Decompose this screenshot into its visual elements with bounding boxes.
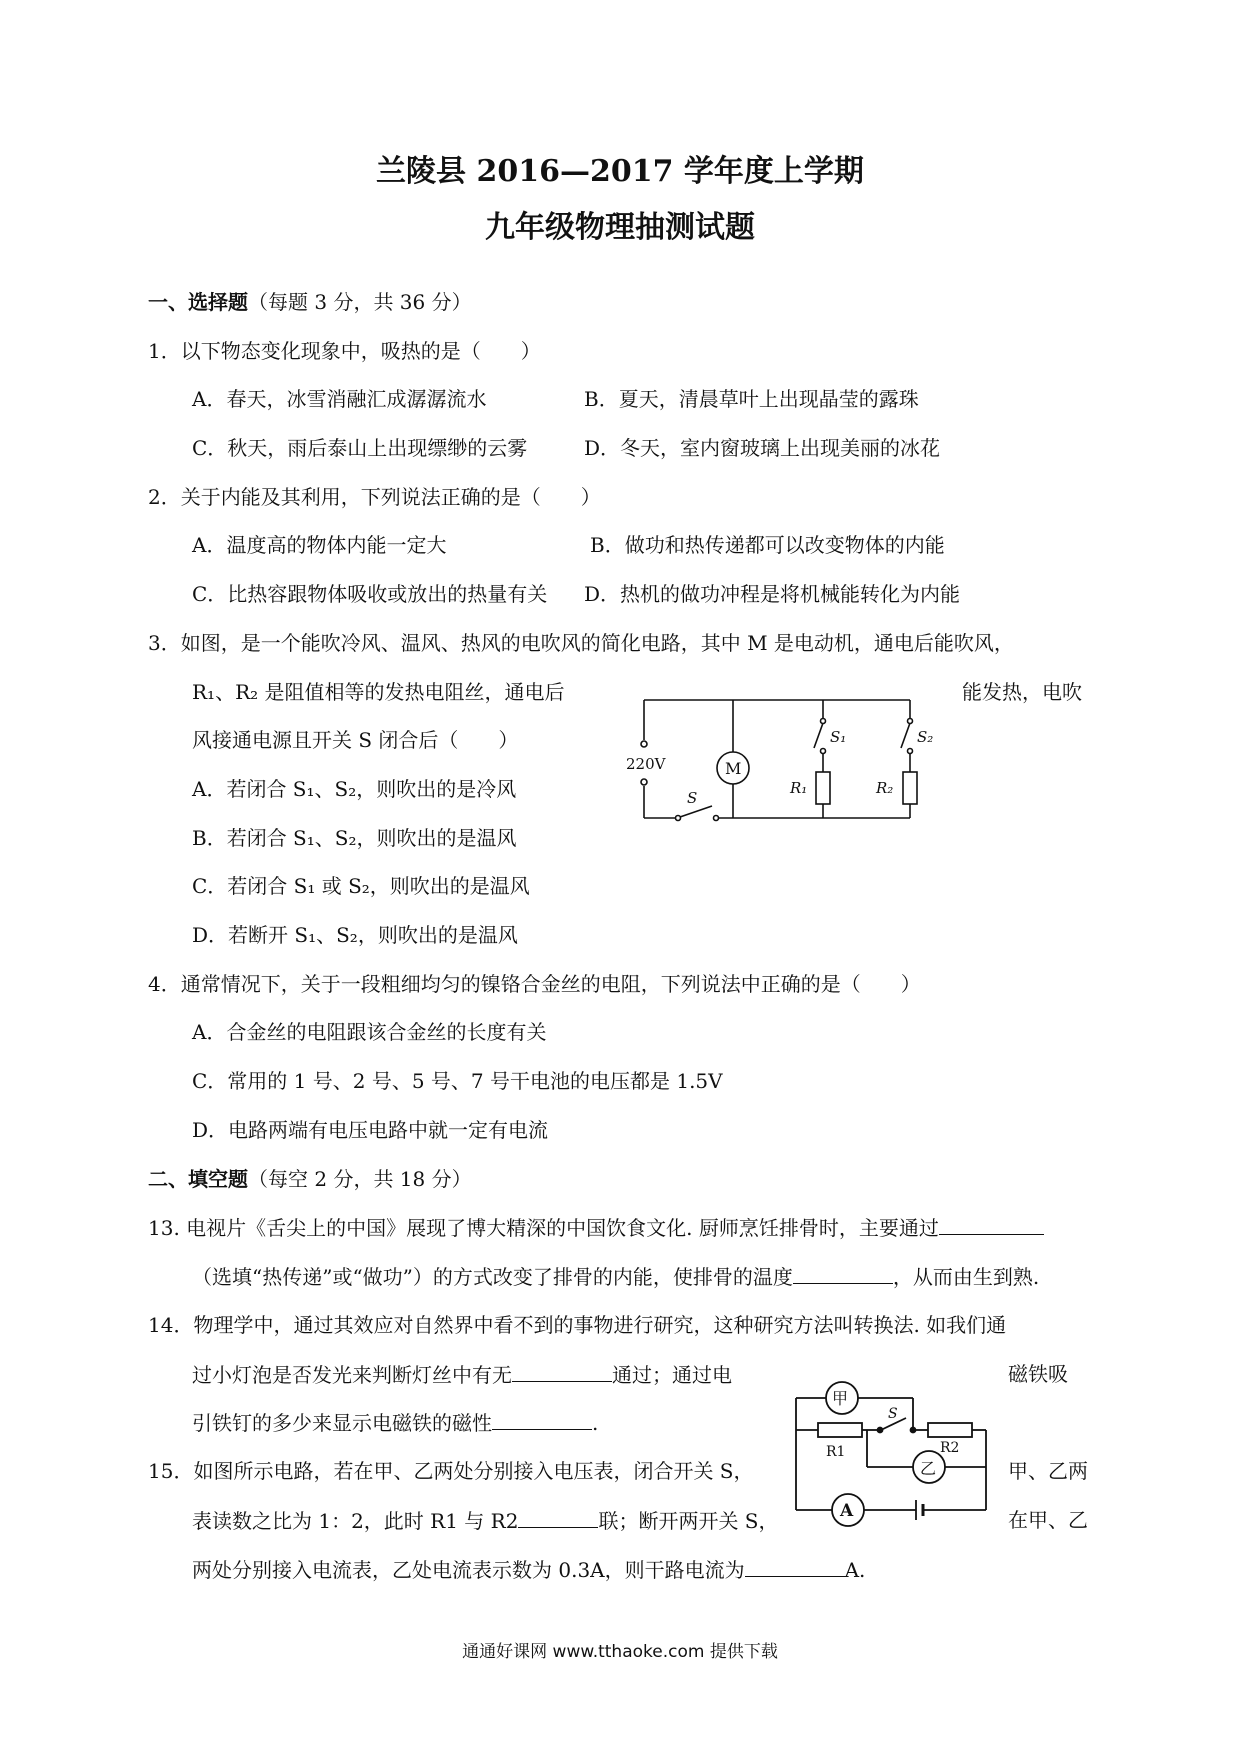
- q15-circuit-diagram: [788, 1368, 998, 1528]
- section-1-heading: [148, 289, 472, 315]
- q13-line-2b-text: ，从而由生到熟.: [892, 1265, 1040, 1289]
- section-2-note: （每空 2 分，共 18 分）: [248, 1167, 472, 1191]
- q1-option-d: D．冬天，室内窗玻璃上出现美丽的冰花: [584, 436, 941, 460]
- q3-voltage-label: 220V: [626, 755, 666, 773]
- q1-option-a: A．春天，冰雪消融汇成潺潺流水: [192, 387, 487, 411]
- q3-option-d: D．若断开 S₁、S₂，则吹出的是温风: [192, 923, 518, 947]
- q3-option-b: B．若闭合 S₁、S₂，则吹出的是温风: [192, 826, 517, 850]
- q15-line-3b-text: A.: [844, 1558, 866, 1582]
- q1-option-b: B．夏天，清晨草叶上出现晶莹的露珠: [584, 387, 919, 411]
- q3-stem-line-1: 3．如图，是一个能吹冷风、温风、热风的电吹风的简化电路，其中 M 是电动机，通电后能吹风，: [148, 631, 1014, 655]
- q1-stem: 1．以下物态变化现象中，吸热的是（ ）: [148, 339, 541, 363]
- r2-resistor-icon: [903, 772, 917, 804]
- q4-option-c: C．常用的 1 号、2 号、5 号、7 号干电池的电压都是 1.5V: [192, 1069, 723, 1093]
- r1-resistor-icon: [816, 772, 830, 804]
- section-2-heading: [148, 1166, 472, 1192]
- q15-line-2b-text: 联；断开两开关 S，: [598, 1509, 779, 1533]
- q15-line-1a: 15．如图所示电路，若在甲、乙两处分别接入电压表，闭合开关 S，: [148, 1459, 754, 1483]
- q15-blank-1[interactable]: [518, 1507, 598, 1528]
- q15-line-2c: 在甲、乙: [1008, 1508, 1088, 1532]
- r1-resistor-icon: [818, 1423, 862, 1437]
- q2-stem: 2．关于内能及其利用，下列说法正确的是（ ）: [148, 485, 601, 509]
- q3-option-c: C．若闭合 S₁ 或 S₂，则吹出的是温风: [192, 874, 530, 898]
- q3-r1-label: R₁: [790, 779, 808, 797]
- q15-line-1b: 甲、乙两: [1008, 1459, 1088, 1483]
- q15-switch-label: S: [888, 1406, 898, 1422]
- q14-blank-1[interactable]: [512, 1361, 612, 1382]
- q15-line-3: [192, 1556, 865, 1583]
- r2-resistor-icon: [928, 1423, 972, 1437]
- q15-ammeter-label: A: [840, 1501, 854, 1521]
- q2-option-d: D．热机的做功冲程是将机械能转化为内能: [584, 582, 961, 606]
- q14-line-2b-text: 通过；通过电: [612, 1363, 732, 1387]
- q13-line-1-text: 13. 电视片《舌尖上的中国》展现了博大精深的中国饮食文化. 厨师烹饪排骨时，主要通过: [148, 1216, 939, 1240]
- footer-download-note: 通通好课网 www.tthaoke.com 提供下载: [462, 1642, 778, 1662]
- q15-blank-2[interactable]: [745, 1556, 845, 1577]
- q4-option-a: A．合金丝的电阻跟该合金丝的长度有关: [192, 1020, 547, 1044]
- q3-circuit-diagram: [620, 690, 940, 835]
- q14-line-1: 14．物理学中，通过其效应对自然界中看不到的事物进行研究，这种研究方法叫转换法. 如我们通: [148, 1313, 1007, 1337]
- q13-blank-2[interactable]: [793, 1263, 893, 1284]
- q4-stem: 4．通常情况下，关于一段粗细均匀的镍铬合金丝的电阻，下列说法中正确的是（ ）: [148, 972, 921, 996]
- q14-line-2c: 磁铁吸: [1008, 1362, 1068, 1386]
- q13-line-1: [148, 1214, 1044, 1241]
- q15-line-2: [192, 1507, 779, 1534]
- q3-r2-label: R₂: [876, 779, 894, 797]
- q2-option-c: C．比热容跟物体吸收或放出的热量有关: [192, 582, 548, 606]
- title-line-1: 兰陵县 2016—2017 学年度上学期: [376, 154, 864, 189]
- q13-blank-1[interactable]: [939, 1214, 1044, 1235]
- q15-line-3a-text: 两处分别接入电流表，乙处电流表示数为 0.3A，则干路电流为: [192, 1558, 745, 1582]
- section-1-title: 一、选择题: [148, 290, 248, 314]
- q3-switch-s1-label: S₁: [830, 728, 847, 746]
- q3-stem-line-3: 风接通电源且开关 S 闭合后（ ）: [192, 728, 519, 752]
- q3-option-a: A．若闭合 S₁、S₂，则吹出的是冷风: [192, 777, 517, 801]
- q15-line-2a-text: 表读数之比为 1：2，此时 R1 与 R2: [192, 1509, 519, 1533]
- q15-r1-label: R1: [826, 1444, 846, 1460]
- q15-r2-label: R2: [940, 1440, 960, 1456]
- section-1-note: （每题 3 分，共 36 分）: [248, 290, 472, 314]
- q15-jia-label: 甲: [832, 1389, 849, 1408]
- q13-line-2a-text: （选填“热传递”或“做功”）的方式改变了排骨的内能，使排骨的温度: [192, 1265, 793, 1289]
- q1-option-c: C．秋天，雨后泰山上出现缥缈的云雾: [192, 436, 528, 460]
- title-line-2: 九年级物理抽测试题: [485, 210, 755, 245]
- q2-option-a: A．温度高的物体内能一定大: [192, 533, 447, 557]
- q14-line-2: [192, 1361, 732, 1388]
- q3-motor-label: M: [725, 759, 742, 778]
- q14-blank-2[interactable]: [492, 1409, 592, 1430]
- q13-line-2: [192, 1263, 1039, 1290]
- q15-yi-label: 乙: [920, 1459, 937, 1478]
- q4-option-d: D．电路两端有电压电路中就一定有电流: [192, 1118, 549, 1142]
- q2-option-b: B．做功和热传递都可以改变物体的内能: [590, 533, 945, 557]
- q3-stem-line-2b: 能发热，电吹: [962, 680, 1082, 704]
- q14-line-3a-text: 引铁钉的多少来显示电磁铁的磁性: [192, 1411, 492, 1435]
- q14-line-3b-text: .: [592, 1411, 599, 1435]
- q3-stem-line-2a: R₁、R₂ 是阻值相等的发热电阻丝，通电后: [192, 680, 565, 704]
- q3-switch-s2-label: S₂: [917, 728, 934, 746]
- q14-line-2a-text: 过小灯泡是否发光来判断灯丝中有无: [192, 1363, 512, 1387]
- section-2-title: 二、填空题: [148, 1167, 248, 1191]
- q3-switch-s-label: S: [687, 789, 698, 807]
- q14-line-3: [192, 1409, 598, 1436]
